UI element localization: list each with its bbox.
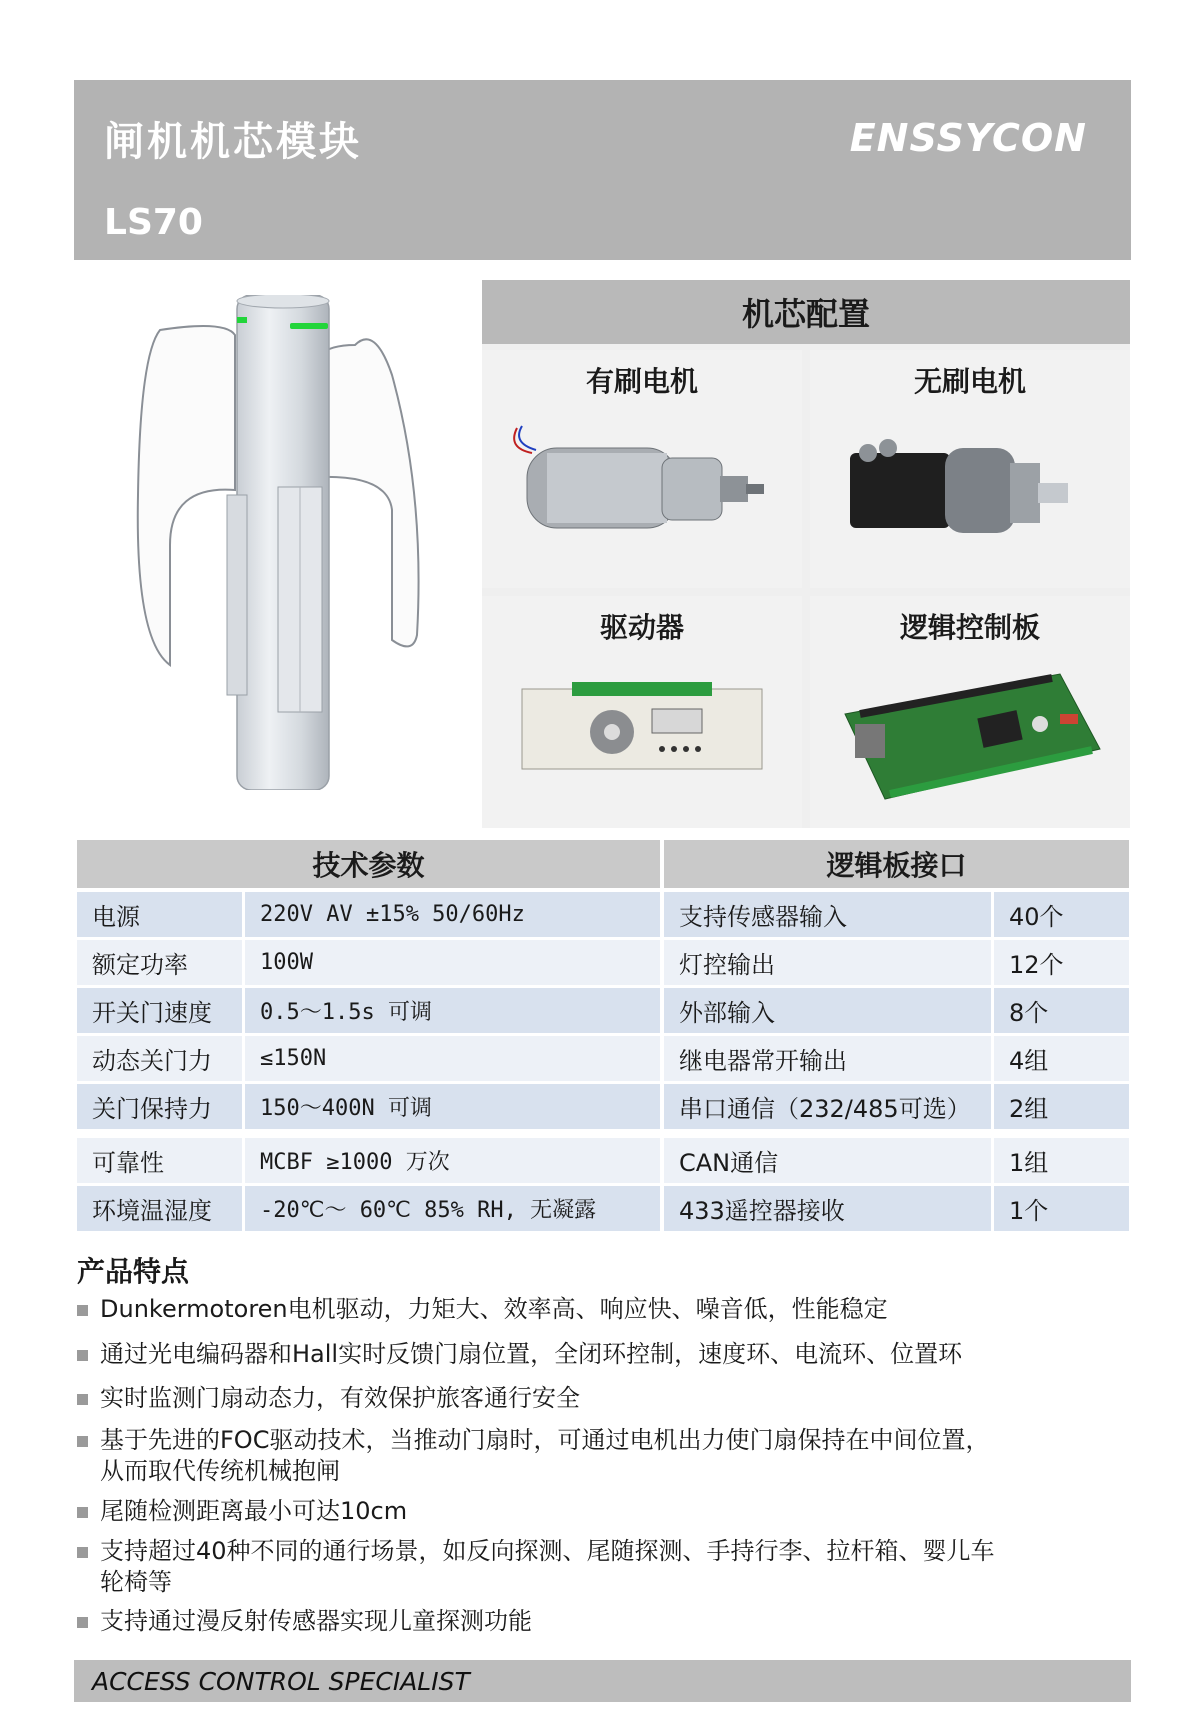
param-name: 动态关门力 (77, 1036, 242, 1081)
square-bullet-icon (77, 1547, 88, 1558)
config-item-label: 逻辑控制板 (899, 611, 1040, 644)
table-row (77, 1084, 1129, 1129)
config-item-label: 驱动器 (599, 611, 684, 644)
param-value: -20℃～ 60℃ 85% RH, 无凝露 (245, 1186, 660, 1231)
feature-text: 支持超过40种不同的通行场景，如反向探测、尾随探测、手持行李、拉杆箱、婴儿车 轮椅等 (100, 1537, 995, 1596)
param-value: 0.5～1.5s 可调 (245, 988, 660, 1033)
interface-name: 灯控输出 (664, 940, 991, 985)
interface-count: 40个 (994, 892, 1129, 937)
feature-item (77, 1606, 1137, 1637)
brand-logo: ENSSYCON (849, 116, 1087, 160)
interface-name: 外部输入 (664, 988, 991, 1033)
tech-params-header: 技术参数 (77, 840, 660, 888)
param-name: 开关门速度 (77, 988, 242, 1033)
param-value: 100W (245, 940, 660, 985)
brushless-motor-icon (830, 408, 1110, 578)
interface-count: 1个 (994, 1186, 1129, 1231)
feature-text: 支持通过漫反射传感器实现儿童探测功能 (100, 1607, 532, 1635)
config-item-label: 无刷电机 (913, 365, 1026, 398)
param-value: MCBF ≥1000 万次 (245, 1138, 660, 1183)
feature-text: Dunkermotoren电机驱动，力矩大、效率高、响应快、噪音低，性能稳定 (100, 1295, 888, 1323)
interface-name: 支持传感器输入 (664, 892, 991, 937)
features-title: 产品特点 (77, 1255, 190, 1288)
brushed-motor-icon (502, 408, 782, 578)
feature-item (77, 1496, 1137, 1527)
param-value: ≤150N (245, 1036, 660, 1081)
page-title: 闸机机芯模块 (104, 119, 362, 165)
config-item-driver (482, 596, 802, 828)
square-bullet-icon (77, 1507, 88, 1518)
interface-count: 1组 (994, 1138, 1129, 1183)
model-number: LS70 (104, 202, 203, 243)
param-name: 关门保持力 (77, 1084, 242, 1129)
square-bullet-icon (77, 1617, 88, 1628)
interface-count: 12个 (994, 940, 1129, 985)
table-row (77, 1186, 1129, 1231)
footer-banner: ACCESS CONTROL SPECIALIST (74, 1660, 1131, 1702)
config-item-label: 有刷电机 (585, 365, 698, 398)
param-name: 可靠性 (77, 1138, 242, 1183)
turnstile-product-image (130, 295, 450, 790)
table-row (77, 940, 1129, 985)
table-row (77, 892, 1129, 937)
interface-name: 继电器常开输出 (664, 1036, 991, 1081)
config-title: 机芯配置 (482, 280, 1130, 344)
core-config-panel (482, 280, 1130, 828)
feature-text: 尾随检测距离最小可达10cm (100, 1497, 408, 1525)
param-name: 电源 (77, 892, 242, 937)
logic-board-icon (830, 654, 1110, 814)
param-name: 环境温湿度 (77, 1186, 242, 1231)
feature-item (77, 1339, 1137, 1370)
square-bullet-icon (77, 1305, 88, 1316)
param-name: 额定功率 (77, 940, 242, 985)
table-row (77, 1138, 1129, 1183)
interface-count: 8个 (994, 988, 1129, 1033)
interface-name: 433遥控器接收 (664, 1186, 991, 1231)
feature-item (77, 1294, 1137, 1325)
header-banner (74, 80, 1131, 260)
driver-icon (502, 654, 782, 814)
feature-item (77, 1383, 1137, 1414)
square-bullet-icon (77, 1394, 88, 1405)
feature-text: 通过光电编码器和Hall实时反馈门扇位置，全闭环控制，速度环、电流环、位置环 (100, 1340, 963, 1368)
feature-text: 实时监测门扇动态力，有效保护旅客通行安全 (100, 1384, 580, 1412)
feature-text: 基于先进的FOC驱动技术，当推动门扇时，可通过电机出力使门扇保持在中间位置， 从而取代传统机械抱闸 (100, 1426, 990, 1485)
param-value: 150～400N 可调 (245, 1084, 660, 1129)
feature-item (77, 1536, 1137, 1598)
config-item-brushed-motor (482, 350, 802, 588)
config-item-brushless-motor (810, 350, 1130, 588)
feature-item (77, 1425, 1137, 1487)
square-bullet-icon (77, 1436, 88, 1447)
logic-interface-header: 逻辑板接口 (664, 840, 1129, 888)
interface-name: CAN通信 (664, 1138, 991, 1183)
interface-count: 4组 (994, 1036, 1129, 1081)
interface-count: 2组 (994, 1084, 1129, 1129)
table-row (77, 1036, 1129, 1081)
param-value: 220V AV ±15% 50/60Hz (245, 892, 660, 937)
interface-name: 串口通信（232/485可选） (664, 1084, 991, 1129)
config-item-logic-board (810, 596, 1130, 828)
table-row (77, 988, 1129, 1033)
square-bullet-icon (77, 1350, 88, 1361)
